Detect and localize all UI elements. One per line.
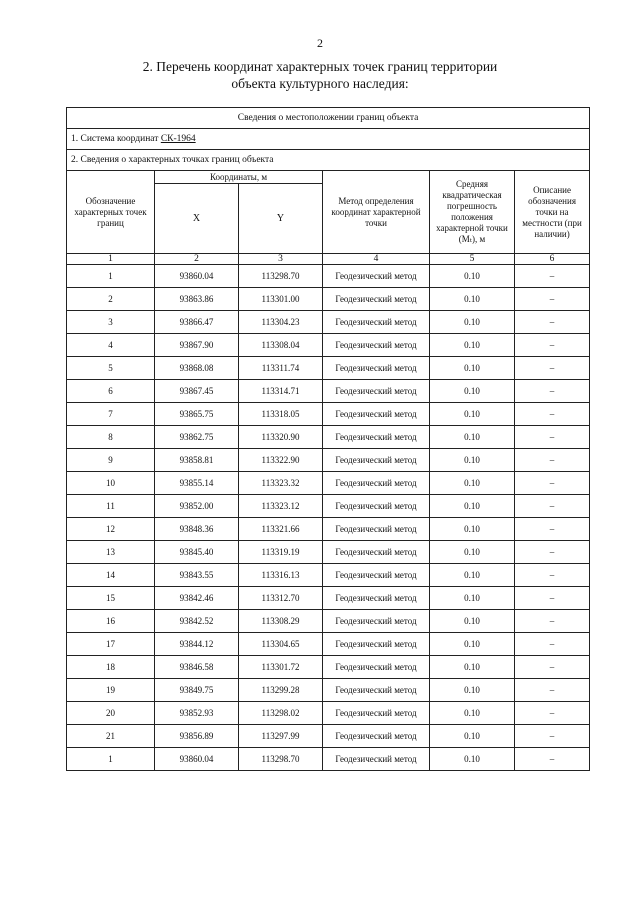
- cell-method: Геодезический метод: [323, 403, 430, 426]
- table-row: [67, 426, 590, 449]
- table-header: Сведения о местоположении границ объекта: [67, 108, 590, 129]
- cell-x: 93856.89: [155, 725, 239, 748]
- coordinates-table: [66, 107, 590, 771]
- cell-method: Геодезический метод: [323, 449, 430, 472]
- cell-description: –: [515, 633, 590, 656]
- table-row: [67, 357, 590, 380]
- cell-method: Геодезический метод: [323, 725, 430, 748]
- cell-description: –: [515, 610, 590, 633]
- cell-description: –: [515, 702, 590, 725]
- cell-error: 0.10: [430, 587, 515, 610]
- cell-method: Геодезический метод: [323, 380, 430, 403]
- cell-x: 93842.46: [155, 587, 239, 610]
- cell-x: 93852.00: [155, 495, 239, 518]
- cell-point: 12: [67, 518, 155, 541]
- cell-error: 0.10: [430, 702, 515, 725]
- table-row: [67, 702, 590, 725]
- column-number: 6: [515, 254, 590, 265]
- coord-system-cell: [67, 129, 590, 150]
- table-row: [67, 334, 590, 357]
- cell-y: 113304.65: [239, 633, 323, 656]
- cell-x: 93846.58: [155, 656, 239, 679]
- table-row: [67, 656, 590, 679]
- cell-description: –: [515, 472, 590, 495]
- cell-error: 0.10: [430, 725, 515, 748]
- cell-method: Геодезический метод: [323, 288, 430, 311]
- cell-x: 93845.40: [155, 541, 239, 564]
- cell-description: –: [515, 449, 590, 472]
- cell-description: –: [515, 748, 590, 771]
- cell-error: 0.10: [430, 357, 515, 380]
- col-header-coords: Координаты, м: [155, 171, 323, 184]
- cell-error: 0.10: [430, 380, 515, 403]
- cell-error: 0.10: [430, 472, 515, 495]
- cell-y: 113308.29: [239, 610, 323, 633]
- cell-method: Геодезический метод: [323, 679, 430, 702]
- cell-error: 0.10: [430, 403, 515, 426]
- cell-point: 7: [67, 403, 155, 426]
- cell-y: 113308.04: [239, 334, 323, 357]
- table-row: [67, 311, 590, 334]
- cell-description: –: [515, 541, 590, 564]
- coord-system-prefix: 1. Система координат: [71, 134, 161, 144]
- cell-x: 93849.75: [155, 679, 239, 702]
- cell-point: 10: [67, 472, 155, 495]
- cell-y: 113301.72: [239, 656, 323, 679]
- cell-point: 4: [67, 334, 155, 357]
- cell-description: –: [515, 725, 590, 748]
- col-header-point: Обозначение характерных точек границ: [67, 171, 155, 254]
- cell-point: 19: [67, 679, 155, 702]
- cell-error: 0.10: [430, 518, 515, 541]
- table-row: [67, 472, 590, 495]
- cell-method: Геодезический метод: [323, 748, 430, 771]
- cell-x: 93860.04: [155, 265, 239, 288]
- cell-method: Геодезический метод: [323, 311, 430, 334]
- cell-point: 14: [67, 564, 155, 587]
- cell-description: –: [515, 380, 590, 403]
- cell-y: 113323.32: [239, 472, 323, 495]
- col-header-x: X: [155, 184, 239, 254]
- cell-x: 93868.08: [155, 357, 239, 380]
- table-row: [67, 725, 590, 748]
- col-header-method: Метод определения координат характерной точки: [323, 171, 430, 254]
- cell-method: Геодезический метод: [323, 633, 430, 656]
- cell-y: 113322.90: [239, 449, 323, 472]
- cell-point: 2: [67, 288, 155, 311]
- col-header-description: Описание обозначения точки на местности (при наличии): [515, 171, 590, 254]
- cell-method: Геодезический метод: [323, 564, 430, 587]
- cell-x: 93843.55: [155, 564, 239, 587]
- cell-x: 93866.47: [155, 311, 239, 334]
- cell-point: 6: [67, 380, 155, 403]
- cell-y: 113312.70: [239, 587, 323, 610]
- cell-error: 0.10: [430, 426, 515, 449]
- table-row: [67, 564, 590, 587]
- cell-point: 3: [67, 311, 155, 334]
- table-row: [67, 403, 590, 426]
- cell-description: –: [515, 495, 590, 518]
- cell-x: 93867.45: [155, 380, 239, 403]
- cell-point: 21: [67, 725, 155, 748]
- cell-description: –: [515, 679, 590, 702]
- cell-description: –: [515, 288, 590, 311]
- cell-error: 0.10: [430, 564, 515, 587]
- cell-x: 93842.52: [155, 610, 239, 633]
- cell-error: 0.10: [430, 610, 515, 633]
- table-row: [67, 449, 590, 472]
- cell-method: Геодезический метод: [323, 702, 430, 725]
- column-number: 3: [239, 254, 323, 265]
- cell-x: 93858.81: [155, 449, 239, 472]
- cell-x: 93852.93: [155, 702, 239, 725]
- cell-x: 93862.75: [155, 426, 239, 449]
- cell-description: –: [515, 265, 590, 288]
- column-number: 5: [430, 254, 515, 265]
- cell-y: 113323.12: [239, 495, 323, 518]
- page-title: [80, 58, 560, 92]
- cell-y: 113298.70: [239, 748, 323, 771]
- cell-point: 1: [67, 265, 155, 288]
- cell-error: 0.10: [430, 633, 515, 656]
- cell-y: 113301.00: [239, 288, 323, 311]
- cell-point: 5: [67, 357, 155, 380]
- column-number: 2: [155, 254, 239, 265]
- cell-point: 13: [67, 541, 155, 564]
- column-number-row: [67, 254, 590, 265]
- cell-error: 0.10: [430, 265, 515, 288]
- cell-error: 0.10: [430, 288, 515, 311]
- title-line-1: 2. Перечень координат характерных точек границ территории: [142, 59, 498, 74]
- column-number: 4: [323, 254, 430, 265]
- table-row: [67, 265, 590, 288]
- cell-y: 113297.99: [239, 725, 323, 748]
- cell-error: 0.10: [430, 449, 515, 472]
- cell-description: –: [515, 564, 590, 587]
- cell-y: 113298.70: [239, 265, 323, 288]
- col-header-y: Y: [239, 184, 323, 254]
- cell-x: 93844.12: [155, 633, 239, 656]
- cell-y: 113311.74: [239, 357, 323, 380]
- points-section-heading: 2. Сведения о характерных точках границ объекта: [67, 150, 590, 171]
- cell-method: Геодезический метод: [323, 426, 430, 449]
- cell-point: 11: [67, 495, 155, 518]
- page-number: 2: [317, 36, 323, 50]
- cell-error: 0.10: [430, 656, 515, 679]
- table-row: [67, 495, 590, 518]
- cell-method: Геодезический метод: [323, 656, 430, 679]
- cell-description: –: [515, 334, 590, 357]
- cell-x: 93867.90: [155, 334, 239, 357]
- cell-description: –: [515, 656, 590, 679]
- cell-method: Геодезический метод: [323, 541, 430, 564]
- cell-description: –: [515, 518, 590, 541]
- table-row: [67, 610, 590, 633]
- cell-method: Геодезический метод: [323, 610, 430, 633]
- cell-method: Геодезический метод: [323, 518, 430, 541]
- cell-x: 93848.36: [155, 518, 239, 541]
- column-number: 1: [67, 254, 155, 265]
- cell-y: 113298.02: [239, 702, 323, 725]
- cell-x: 93855.14: [155, 472, 239, 495]
- cell-method: Геодезический метод: [323, 587, 430, 610]
- cell-description: –: [515, 587, 590, 610]
- cell-method: Геодезический метод: [323, 357, 430, 380]
- coord-system-name: СК-1964: [160, 134, 196, 144]
- cell-point: 15: [67, 587, 155, 610]
- table-row: [67, 518, 590, 541]
- cell-point: 8: [67, 426, 155, 449]
- table-row: [67, 679, 590, 702]
- cell-y: 113318.05: [239, 403, 323, 426]
- cell-y: 113320.90: [239, 426, 323, 449]
- table-row: [67, 541, 590, 564]
- cell-error: 0.10: [430, 334, 515, 357]
- cell-method: Геодезический метод: [323, 265, 430, 288]
- cell-description: –: [515, 311, 590, 334]
- table-row: [67, 380, 590, 403]
- cell-point: 20: [67, 702, 155, 725]
- cell-method: Геодезический метод: [323, 472, 430, 495]
- cell-error: 0.10: [430, 748, 515, 771]
- cell-point: 18: [67, 656, 155, 679]
- cell-x: 93865.75: [155, 403, 239, 426]
- table-row: [67, 288, 590, 311]
- cell-description: –: [515, 426, 590, 449]
- cell-description: –: [515, 403, 590, 426]
- cell-y: 113316.13: [239, 564, 323, 587]
- cell-point: 17: [67, 633, 155, 656]
- cell-error: 0.10: [430, 541, 515, 564]
- cell-y: 113299.28: [239, 679, 323, 702]
- col-header-error: Средняя квадратическая погрешность положения характерной точки (Mₜ), м: [430, 171, 515, 254]
- table-row: [67, 587, 590, 610]
- cell-method: Геодезический метод: [323, 495, 430, 518]
- cell-point: 1: [67, 748, 155, 771]
- table-row: [67, 748, 590, 771]
- table-row: [67, 633, 590, 656]
- cell-x: 93863.86: [155, 288, 239, 311]
- cell-x: 93860.04: [155, 748, 239, 771]
- cell-y: 113304.23: [239, 311, 323, 334]
- title-line-2: объекта культурного наследия:: [231, 76, 409, 91]
- cell-error: 0.10: [430, 311, 515, 334]
- cell-method: Геодезический метод: [323, 334, 430, 357]
- cell-point: 16: [67, 610, 155, 633]
- cell-description: –: [515, 357, 590, 380]
- cell-y: 113314.71: [239, 380, 323, 403]
- cell-point: 9: [67, 449, 155, 472]
- cell-y: 113319.19: [239, 541, 323, 564]
- cell-y: 113321.66: [239, 518, 323, 541]
- cell-error: 0.10: [430, 495, 515, 518]
- cell-error: 0.10: [430, 679, 515, 702]
